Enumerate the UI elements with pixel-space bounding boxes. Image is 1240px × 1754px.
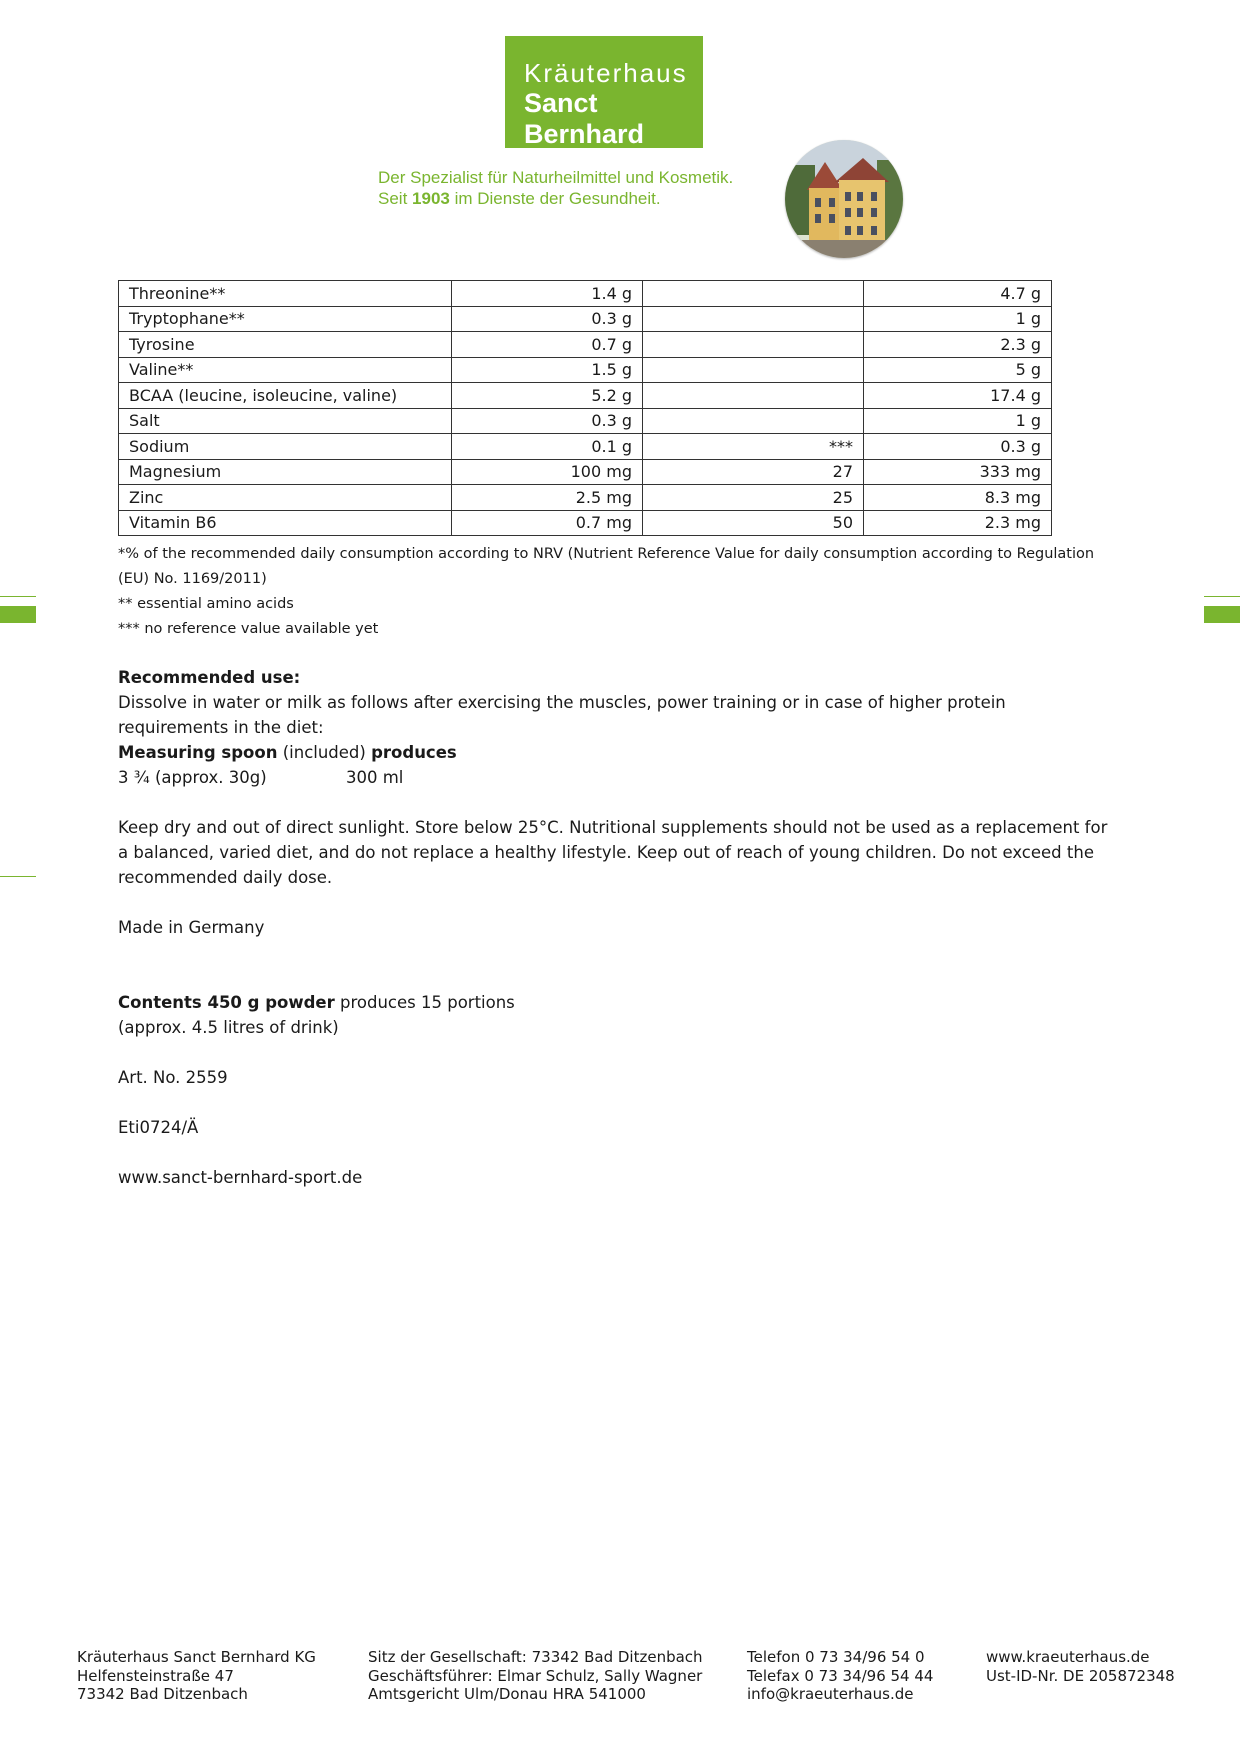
nutrient-name: Magnesium bbox=[119, 459, 452, 485]
nrv-percent: 27 bbox=[643, 459, 864, 485]
value-per-100g: 0.1 g bbox=[452, 434, 643, 460]
building-photo bbox=[785, 140, 903, 258]
footer-contact bbox=[747, 1648, 933, 1704]
product-info bbox=[118, 665, 1118, 1190]
nutrient-name: Sodium bbox=[119, 434, 452, 460]
nrv-percent bbox=[643, 332, 864, 358]
value-per-100g: 2.5 mg bbox=[452, 485, 643, 511]
article-number: Art. No. 2559 bbox=[118, 1068, 228, 1087]
footer-vat-id: Ust-ID-Nr. DE 205872348 bbox=[986, 1666, 1175, 1685]
contents-amount: Contents 450 g powder bbox=[118, 993, 335, 1012]
usage-text: Dissolve in water or milk as follows after exercising the muscles, power training or in case of higher protein requirements in the diet: bbox=[118, 693, 1006, 737]
table-row bbox=[119, 459, 1052, 485]
footer-company-name: Kräuterhaus Sanct Bernhard KG bbox=[77, 1648, 316, 1666]
table-row bbox=[119, 408, 1052, 434]
footer-fax: Telefax 0 73 34/96 54 44 bbox=[747, 1666, 934, 1685]
footnote-nrv-1: *% of the recommended daily consumption according to NRV (Nutrient Reference Value for daily consumption according to Regulation bbox=[118, 546, 1095, 562]
usage-heading: Recommended use: bbox=[118, 668, 301, 687]
value-per-100g: 100 mg bbox=[452, 459, 643, 485]
logo-line-1: Kräuterhaus bbox=[524, 58, 688, 88]
nutrient-name: Salt bbox=[119, 408, 452, 434]
value-per-100g: 1.5 g bbox=[452, 357, 643, 383]
value-per-portion: 1 g bbox=[864, 408, 1052, 434]
nrv-percent: *** bbox=[643, 434, 864, 460]
footnote-essential: ** essential amino acids bbox=[118, 596, 294, 612]
nutrient-name: Vitamin B6 bbox=[119, 510, 452, 536]
contents-portions: produces 15 portions bbox=[334, 993, 515, 1012]
tagline-year: 1903 bbox=[412, 189, 450, 208]
value-per-100g: 0.7 mg bbox=[452, 510, 643, 536]
nrv-percent bbox=[643, 383, 864, 409]
value-per-portion: 1 g bbox=[864, 306, 1052, 332]
value-per-portion: 17.4 g bbox=[864, 383, 1052, 409]
footer-legal bbox=[368, 1648, 703, 1704]
margin-line-right bbox=[1204, 596, 1240, 597]
value-per-portion: 0.3 g bbox=[864, 434, 1052, 460]
nrv-percent bbox=[643, 408, 864, 434]
footer-street: Helfensteinstraße 47 bbox=[77, 1666, 234, 1685]
footer-web bbox=[986, 1648, 1175, 1685]
building-image bbox=[785, 140, 903, 258]
nrv-percent: 50 bbox=[643, 510, 864, 536]
margin-line-left bbox=[0, 596, 36, 597]
nrv-percent bbox=[643, 306, 864, 332]
margin-mark-right bbox=[1204, 606, 1240, 623]
table-row bbox=[119, 383, 1052, 409]
footnotes bbox=[118, 542, 1098, 642]
footer-managers: Geschäftsführer: Elmar Schulz, Sally Wagner bbox=[368, 1666, 703, 1685]
nutrient-name: BCAA (leucine, isoleucine, valine) bbox=[119, 383, 452, 409]
table-row bbox=[119, 281, 1052, 307]
tagline-pre: Seit bbox=[378, 189, 413, 208]
value-per-100g: 0.3 g bbox=[452, 306, 643, 332]
value-per-portion: 4.7 g bbox=[864, 281, 1052, 307]
spoon-produces: produces bbox=[371, 743, 457, 762]
value-per-portion: 5 g bbox=[864, 357, 1052, 383]
nutrition-table bbox=[118, 280, 1052, 536]
spoon-header bbox=[118, 740, 1118, 765]
nutrient-name: Tyrosine bbox=[119, 332, 452, 358]
value-per-100g: 5.2 g bbox=[452, 383, 643, 409]
spoon-label: Measuring spoon bbox=[118, 743, 278, 762]
footer-seat: Sitz der Gesellschaft: 73342 Bad Ditzenbach bbox=[368, 1648, 703, 1666]
footer-company bbox=[77, 1648, 316, 1704]
spoon-included: (included) bbox=[277, 743, 372, 762]
tagline-line-2 bbox=[378, 188, 733, 209]
nrv-percent bbox=[643, 281, 864, 307]
label-code: Eti0724/Ä bbox=[118, 1118, 199, 1137]
spoon-row bbox=[118, 765, 1118, 790]
value-per-portion: 8.3 mg bbox=[864, 485, 1052, 511]
footnote-no-reference: *** no reference value available yet bbox=[118, 621, 379, 637]
spoon-volume: 300 ml bbox=[346, 768, 404, 787]
footer-city: 73342 Bad Ditzenbach bbox=[77, 1685, 248, 1703]
nutrient-name: Valine** bbox=[119, 357, 452, 383]
table-row bbox=[119, 510, 1052, 536]
value-per-100g: 0.7 g bbox=[452, 332, 643, 358]
brand-logo bbox=[505, 36, 703, 148]
table-row bbox=[119, 485, 1052, 511]
tagline-post: im Dienste der Gesundheit. bbox=[449, 189, 661, 208]
nutrient-name: Tryptophane** bbox=[119, 306, 452, 332]
made-in: Made in Germany bbox=[118, 918, 265, 937]
tagline-line-1: Der Spezialist für Naturheilmittel und Kosmetik. bbox=[378, 168, 734, 187]
value-per-portion: 2.3 mg bbox=[864, 510, 1052, 536]
footer-email[interactable]: info@kraeuterhaus.de bbox=[747, 1685, 914, 1703]
table-row bbox=[119, 357, 1052, 383]
nrv-percent bbox=[643, 357, 864, 383]
storage-text: Keep dry and out of direct sunlight. Store below 25°C. Nutritional supplements should not be used as a replacement for a balanced, varied diet, and do not replace a healthy lifestyle. Keep out of reach of young children. Do not exceed the recommended daily dose. bbox=[118, 818, 1108, 887]
footer-phone: Telefon 0 73 34/96 54 0 bbox=[747, 1648, 925, 1666]
value-per-100g: 1.4 g bbox=[452, 281, 643, 307]
table-row bbox=[119, 306, 1052, 332]
footnote-nrv-2: (EU) No. 1169/2011) bbox=[118, 571, 267, 587]
tagline bbox=[378, 167, 733, 209]
table-row bbox=[119, 434, 1052, 460]
value-per-portion: 2.3 g bbox=[864, 332, 1052, 358]
margin-line-left-2 bbox=[0, 876, 36, 877]
nutrient-name: Threonine** bbox=[119, 281, 452, 307]
spoon-amount: 3 ¾ (approx. 30g) bbox=[118, 768, 267, 787]
nrv-percent: 25 bbox=[643, 485, 864, 511]
nutrient-name: Zinc bbox=[119, 485, 452, 511]
value-per-portion: 333 mg bbox=[864, 459, 1052, 485]
contents-line-2: (approx. 4.5 litres of drink) bbox=[118, 1018, 339, 1037]
margin-mark-left bbox=[0, 606, 36, 623]
footer-court: Amtsgericht Ulm/Donau HRA 541000 bbox=[368, 1685, 646, 1703]
contents-line bbox=[118, 990, 1118, 1015]
table-row bbox=[119, 332, 1052, 358]
logo-line-2: Sanct Bernhard bbox=[524, 88, 645, 149]
footer-website[interactable]: www.kraeuterhaus.de bbox=[986, 1648, 1150, 1666]
website-link[interactable]: www.sanct-bernhard-sport.de bbox=[118, 1168, 363, 1187]
value-per-100g: 0.3 g bbox=[452, 408, 643, 434]
